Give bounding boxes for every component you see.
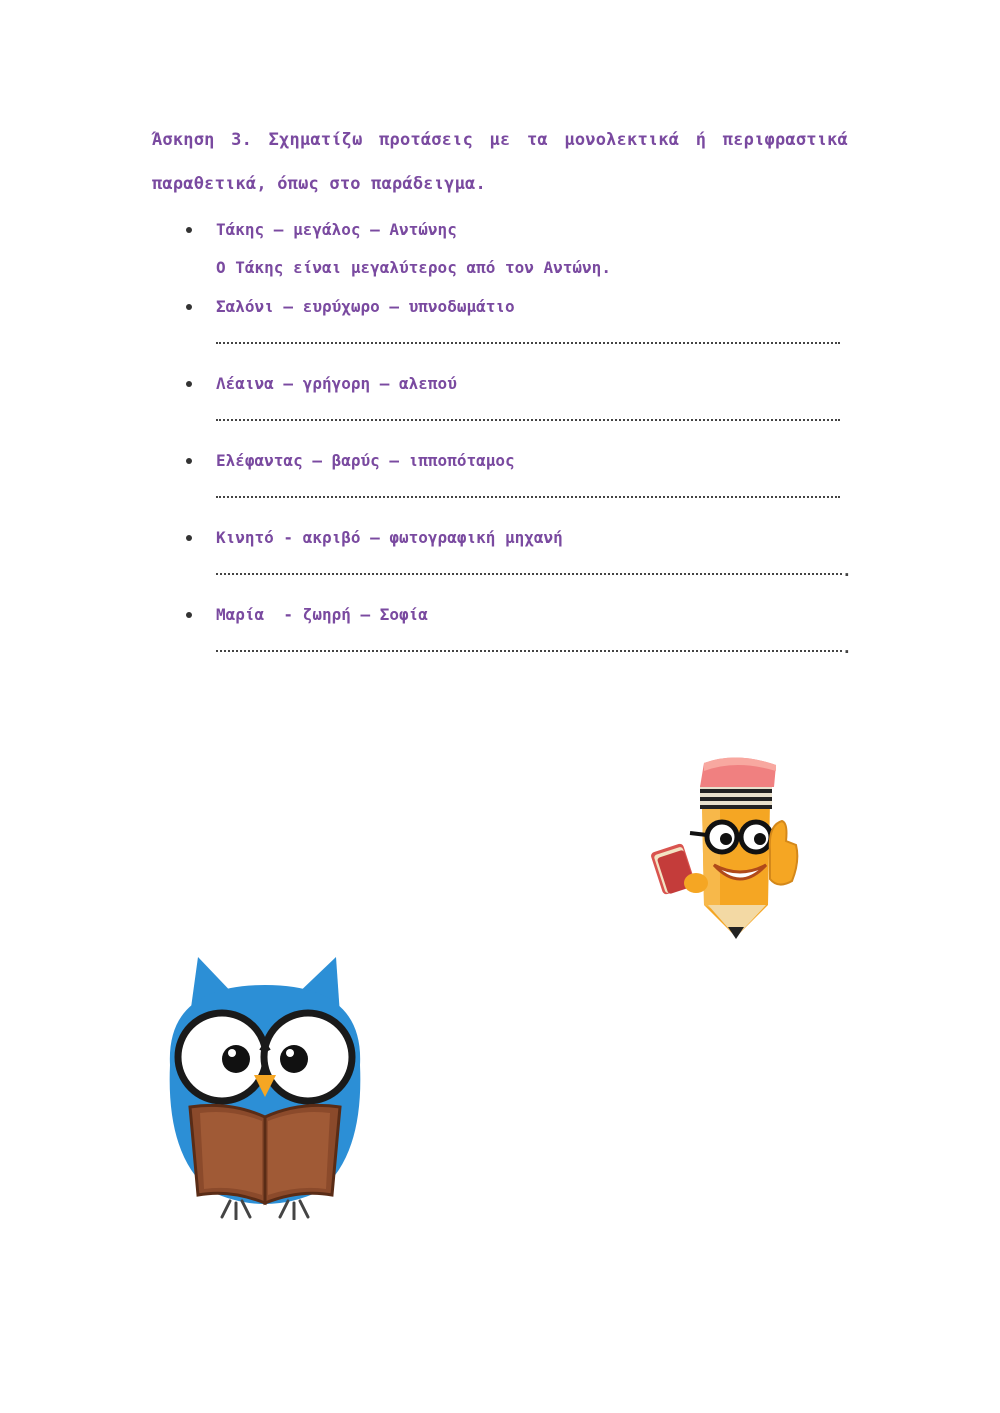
example-answer: Ο Τάκης είναι μεγαλύτερος από τον Αντώνη. <box>216 258 611 277</box>
owl-reading-book-icon <box>160 955 370 1220</box>
answer-line[interactable] <box>216 419 840 421</box>
end-mark: . <box>842 561 852 580</box>
answer-line[interactable] <box>216 496 840 498</box>
answer-line[interactable] <box>216 342 840 344</box>
bullet-icon <box>186 381 192 387</box>
pencil-mascot-icon <box>650 755 800 945</box>
end-mark: . <box>842 638 852 657</box>
bullet-icon <box>186 458 192 464</box>
exercise-heading: Άσκηση 3. Σχηματίζω προτάσεις με τα μονολεκτικά ή περιφραστικά παραθετικά, όπως στο παράδειγμα. <box>152 130 848 194</box>
item-prompt: Τάκης – μεγάλος – Αντώνης <box>216 220 457 239</box>
item-prompt: Ελέφαντας – βαρύς – ιπποπόταμος <box>216 451 515 470</box>
item-prompt: Σαλόνι – ευρύχωρο – υπνοδωμάτιο <box>216 297 515 316</box>
item-prompt: Λέαινα – γρήγορη – αλεπού <box>216 374 457 393</box>
answer-line[interactable] <box>216 573 842 575</box>
answer-line[interactable] <box>216 650 842 652</box>
bullet-icon <box>186 535 192 541</box>
item-prompt: Κινητό - ακριβό – φωτογραφική μηχανή <box>216 528 563 547</box>
bullet-icon <box>186 227 192 233</box>
bullet-icon <box>186 612 192 618</box>
bullet-icon <box>186 304 192 310</box>
item-prompt: Μαρία - ζωηρή – Σοφία <box>216 605 428 624</box>
